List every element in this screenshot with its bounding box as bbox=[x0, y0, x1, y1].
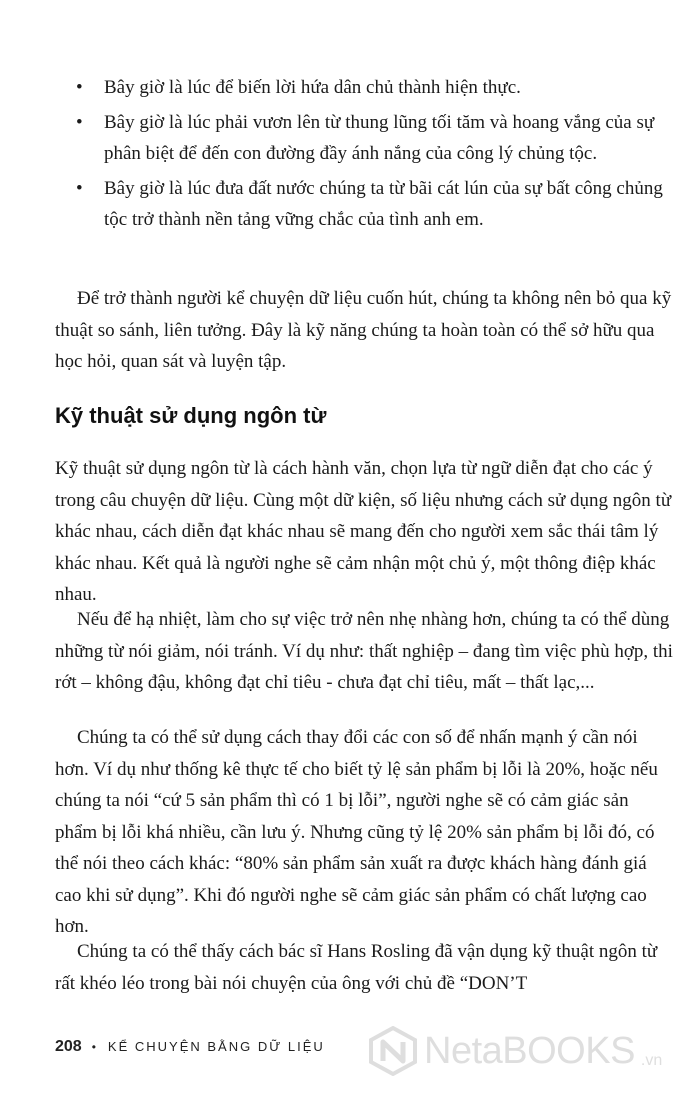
page-footer bbox=[55, 1038, 325, 1056]
body-paragraph: Chúng ta có thể sử dụng cách thay đổi các con số để nhấn mạnh ý cần nói hơn. Ví dụ như thống kê thực tế cho biết tỷ lệ sản phẩm bị lỗi là 20%, hoặc nếu chúng ta nói “cứ 5 sản phẩm thì có 1 bị lỗi”, người nghe sẽ có cảm giác sản phẩm bị lỗi khá nhiều, cần lưu ý. Nhưng cũng tỷ lệ 20% sản phẩm bị lỗi đó, có thể nói theo cách khác: “80% sản phẩm sản xuất ra được khách hàng đánh giá cao khi sử dụng”. Khi đó người nghe sẽ cảm giác sản phẩm có chất lượng cao hơn. bbox=[55, 727, 658, 937]
bullet-text: Bây giờ là lúc để biến lời hứa dân chủ thành hiện thực. bbox=[104, 77, 521, 98]
bullet-dot-icon: • bbox=[76, 178, 83, 199]
neta-logo-icon bbox=[368, 1026, 418, 1076]
bullet-item bbox=[74, 173, 664, 235]
watermark bbox=[368, 1026, 662, 1076]
page-number: 208 bbox=[55, 1038, 82, 1055]
body-paragraph: Nếu để hạ nhiệt, làm cho sự việc trở nên nhẹ nhàng hơn, chúng ta có thể dùng những từ nói giảm, nói tránh. Ví dụ như: thất nghiệp – đang tìm việc phù hợp, thi rớt – không đậu, không đạt chỉ tiêu - chưa đạt chỉ tiêu, mất – thất lạc,... bbox=[55, 609, 673, 693]
bullet-item bbox=[74, 72, 664, 103]
bullet-dot-icon: • bbox=[76, 112, 83, 133]
watermark-text: NetaBOOKS bbox=[424, 1029, 635, 1072]
bullet-list bbox=[74, 72, 664, 239]
bullet-text: Bây giờ là lúc đưa đất nước chúng ta từ bãi cát lún của sự bất công chủng tộc trở thành nền tảng vững chắc của tình anh em. bbox=[104, 178, 663, 230]
footer-separator: • bbox=[91, 1040, 98, 1054]
watermark-suffix: .vn bbox=[640, 1052, 663, 1069]
intro-paragraph: Để trở thành người kể chuyện dữ liệu cuốn hút, chúng ta không nên bỏ qua kỹ thuật so sánh, liên tưởng. Đây là kỹ năng chúng ta hoàn toàn có thể sở hữu qua học hỏi, quan sát và luyện tập. bbox=[55, 288, 672, 372]
body-paragraph: Chúng ta có thể thấy cách bác sĩ Hans Rosling đã vận dụng kỹ thuật ngôn từ rất khéo léo trong bài nói chuyện của ông với chủ đề “DON’T bbox=[55, 941, 658, 994]
bullet-dot-icon: • bbox=[76, 77, 83, 98]
bullet-item bbox=[74, 107, 664, 169]
bullet-text: Bây giờ là lúc phải vươn lên từ thung lũng tối tăm và hoang vắng của sự phân biệt để đến con đường đầy ánh nắng của công lý chủng tộc. bbox=[104, 112, 655, 164]
section-heading: Kỹ thuật sử dụng ngôn từ bbox=[55, 403, 327, 428]
body-paragraph: Kỹ thuật sử dụng ngôn từ là cách hành văn, chọn lựa từ ngữ diễn đạt cho các ý trong câu chuyện dữ liệu. Cùng một dữ kiện, số liệu nhưng cách sử dụng ngôn từ khác nhau, cách diễn đạt khác nhau sẽ mang đến cho người xem sắc thái tâm lý khác nhau. Kết quả là người nghe sẽ cảm nhận một chủ ý, một thông điệp khác nhau. bbox=[55, 458, 672, 605]
book-title: KỂ CHUYỆN BẰNG DỮ LIỆU bbox=[107, 1039, 325, 1054]
